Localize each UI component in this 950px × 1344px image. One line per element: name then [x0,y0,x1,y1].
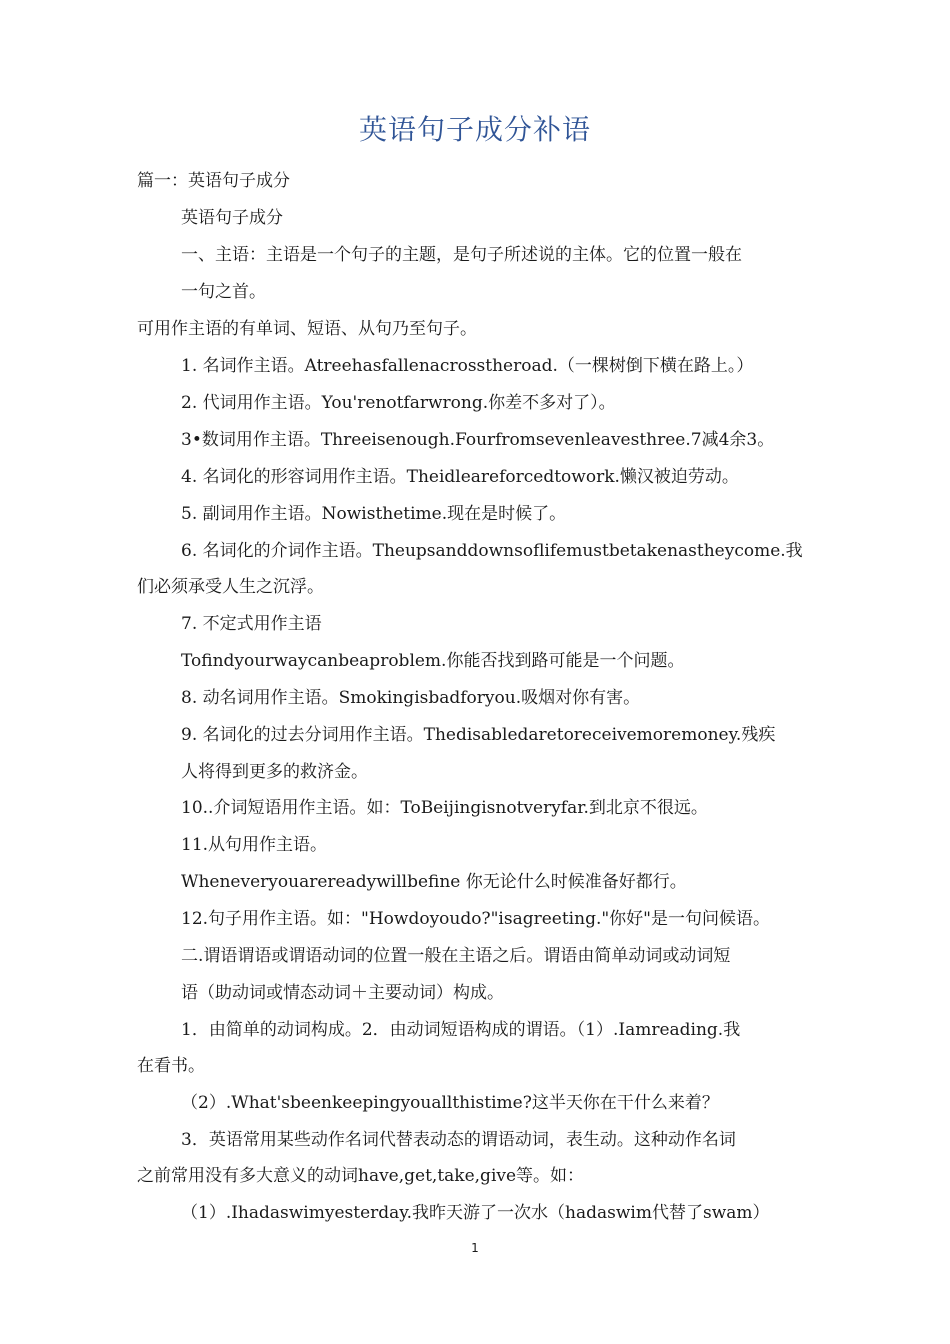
paragraph-line: 可用作主语的有单词、短语、从句乃至句子。 [137,319,477,339]
list-item: 8. 动名词用作主语。Smokingisbadforyou.吸烟对你有害。 [181,688,641,708]
list-item: 5. 副词用作主语。Nowisthetime.现在是时候了。 [181,504,567,524]
example-sentence: （2）.What'sbeenkeepingyouallthistime?这半天你在干什么来着？ [181,1093,719,1113]
list-item: 10..介词短语用作主语。如：ToBeijingisnotveryfar.到北京不很远。 [181,798,708,818]
example-sentence: Tofindyourwaycanbeaproblem.你能否找到路可能是一个问题。 [181,651,685,671]
list-item-continuation: 人将得到更多的救济金。 [181,762,368,782]
list-item-continuation: 在看书。 [137,1056,205,1076]
example-sentence: Wheneveryouarereadywillbefine 你无论什么时候准备好都行。 [181,872,687,892]
list-item-continuation: 们必须承受人生之沉浮。 [137,577,324,597]
list-item: 6. 名词化的介词作主语。Theupsanddownsoflifemustbetakenastheycome.我 [181,541,803,561]
document-title: 英语句子成分补语 [358,113,591,146]
paragraph-line: 语（助动词或情态动词＋主要动词）构成。 [181,983,504,1003]
list-item: 4. 名词化的形容词用作主语。Theidleareforcedtowork.懒汉被迫劳动。 [181,467,739,487]
page-number: 1 [471,1241,479,1255]
list-item: 7. 不定式用作主语 [181,614,322,634]
paragraph-line: 一、主语：主语是一个句子的主题，是句子所述说的主体。它的位置一般在 [181,245,742,265]
list-item: 11.从句用作主语。 [181,835,328,855]
list-item: 9. 名词化的过去分词用作主语。Thedisabledaretoreceivemoremoney.残疾 [181,725,776,745]
list-item: 3．英语常用某些动作名词代替表动态的谓语动词，表生动。这种动作名词 [181,1130,736,1150]
paragraph-line: 二.谓语谓语或谓语动词的位置一般在主语之后。谓语由简单动词或动词短 [181,946,731,966]
list-item: 12.句子用作主语。如："Howdoyoudo?"isagreeting."你好"是一句问候语。 [181,909,770,929]
example-sentence: （1）.Ihadaswimyesterday.我昨天游了一次水（hadaswim代替了swam） [181,1203,770,1223]
list-item: 1．由简单的动词构成。2．由动词短语构成的谓语。（1）.Iamreading.我 [181,1020,741,1040]
list-item-continuation: 之前常用没有多大意义的动词have,get,take,give等。如： [137,1166,585,1186]
paragraph-line: 一句之首。 [181,282,266,302]
list-item: 3•数词用作主语。Threeisenough.Fourfromsevenleavesthree.7减4余3。 [181,430,775,450]
section-heading: 篇一：英语句子成分 [137,171,290,191]
list-item: 2. 代词用作主语。You'renotfarwrong.你差不多对了）。 [181,393,616,413]
list-item: 1. 名词作主语。Atreehasfallenacrosstheroad.（一棵树倒下横在路上。） [181,356,754,376]
subheading: 英语句子成分 [181,208,283,228]
